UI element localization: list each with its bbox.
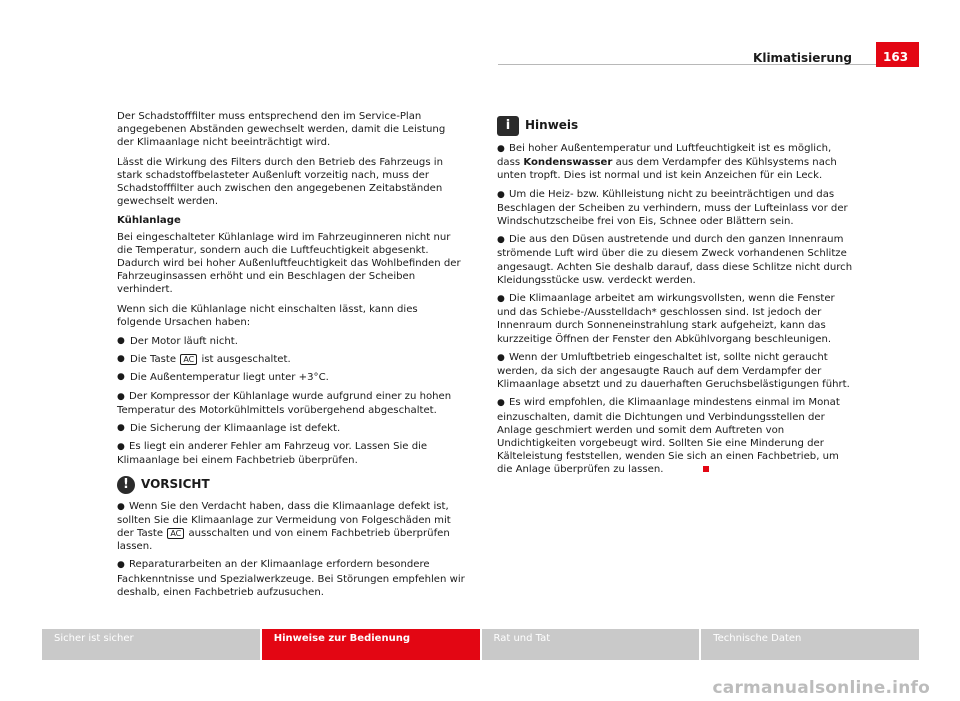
note-title: Hinweis (525, 118, 579, 133)
bullet-icon: ● (117, 336, 125, 347)
bullet-icon: ● (117, 354, 125, 365)
list-item: ● Die aus den Düsen austretende und durch den ganzen Innenraum strömende Luft wird über die zu diesem Zweck vorhandenen Schlitze angesaugt. Achten Sie deshalb darauf, dass diese Schlitze nicht durch Kleidungsstücke usw. verdeckt werden. (497, 234, 853, 286)
page-number: 163 (876, 42, 919, 67)
bullet-icon: ● (117, 501, 125, 512)
bullet-icon: ● (497, 144, 505, 154)
tab-rat-und-tat[interactable]: Rat und Tat (482, 629, 700, 660)
info-icon: i (497, 116, 519, 136)
list-item: ● Es wird empfohlen, die Klimaanlage mindestens einmal im Monat einzuschalten, damit die Dichtungen und Verbindungsstellen der Anlage geschmiert werden und somit dem Auftreten von Undichtigkeiten vorgebeugt wird. Sollten Sie eine Minderung der Kälteleistung feststellen, wenden Sie sich an einen Fachbetrieb, um die Anlage überprüfen zu lassen. (497, 397, 840, 476)
list-item: ● Die Taste AC ist ausgeschaltet. (117, 354, 291, 366)
list-item: ● Es liegt ein anderer Fehler am Fahrzeug vor. Lassen Sie die Klimaanlage bei einem Fachbetrieb überprüfen. (117, 441, 428, 467)
warning-icon: ! (117, 476, 135, 494)
bullet-icon: ● (497, 398, 505, 409)
caution-title: VORSICHT (141, 477, 210, 492)
list-item: ● Wenn der Umluftbetrieb eingeschaltet ist, sollte nicht geraucht werden, da sich der angesaugte Rauch auf dem Verdampfer der Klimaanlage absetzt und zu dauerhaften Geruchsbelästigungen führt. (497, 351, 850, 391)
note-header (497, 116, 857, 136)
list-item: ● Um die Heiz- bzw. Kühlleistung nicht zu beeinträchtigen und das Beschlagen der Scheiben zu verhindern, muss der Lufteinlass vor der Windschutzscheibe frei von Eis, Schnee oder Blättern sein. (497, 188, 848, 228)
footer-nav (42, 629, 919, 660)
list-item: ● Bei hoher Außentemperatur und Luftfeuchtigkeit ist es möglich, dass Kondenswasser aus dem Verdampfer des Kühlsystems nach unten tropft. Dies ist normal und ist kein Anzeichen für ein Leck. (497, 143, 837, 182)
bullet-icon: ● (117, 423, 125, 434)
chapter-title: Klimatisierung (753, 51, 852, 65)
paragraph: Bei eingeschalteter Kühlanlage wird im Fahrzeuginneren nicht nur die Temperatur, sondern auch die Luftfeuchtigkeit abgesenkt. Dadurch wird bei hoher Außenluftfeuchtigkeit das Wohlbefinden der Fahrzeuginsassen erhöht und ein Beschlagen der Scheiben verhindert. (117, 231, 461, 296)
list-item: ● Der Motor läuft nicht. (117, 336, 238, 348)
watermark: carmanualsonline.info (712, 678, 930, 698)
list-item: ● Reparaturarbeiten an der Klimaanlage erfordern besondere Fachkenntnisse und Spezialwerkzeuge. Bei Störungen empfehlen wir deshalb, einen Fachbetrieb aufzusuchen. (117, 559, 465, 598)
section-heading: Kühlanlage (117, 215, 181, 227)
bullet-icon: ● (497, 189, 505, 200)
ac-key-icon: AC (167, 528, 184, 539)
tab-hinweise-zur-bedienung[interactable]: Hinweise zur Bedienung (262, 629, 480, 660)
bullet-icon: ● (117, 391, 125, 402)
bullet-icon: ● (497, 235, 505, 246)
paragraph: Wenn sich die Kühlanlage nicht einschalten lässt, kann dies folgende Ursachen haben: (117, 303, 418, 328)
ac-key-icon: AC (180, 354, 197, 365)
end-of-section-icon (703, 466, 709, 472)
tab-technische-daten[interactable]: Technische Daten (701, 629, 919, 660)
bullet-icon: ● (117, 372, 125, 383)
bullet-icon: ● (497, 352, 505, 363)
bullet-icon: ● (497, 294, 505, 305)
right-column (497, 116, 857, 482)
caution-header (117, 476, 465, 494)
list-item: ● Die Außentemperatur liegt unter +3°C. (117, 372, 329, 384)
bullet-icon: ● (117, 560, 125, 571)
list-item: ● Der Kompressor der Kühlanlage wurde aufgrund einer zu hohen Temperatur des Motorkühlmittels vorübergehend abgeschaltet. (117, 390, 452, 416)
list-item: ● Die Klimaanlage arbeitet am wirkungsvollsten, wenn die Fenster und das Schiebe-/Ausstelldach* geschlossen sind. Ist jedoch der Innenraum durch Sonneneinstrahlung stark aufgeheizt, kann das kurzzeitige Öffnen der Fenster den Abkühlvorgang beschleunigen. (497, 293, 835, 345)
tab-sicher-ist-sicher[interactable]: Sicher ist sicher (42, 629, 260, 660)
paragraph: Lässt die Wirkung des Filters durch den Betrieb des Fahrzeugs in stark schadstoffbelasteter Außenluft vorzeitig nach, muss der Schadstofffilter auch zwischen den angegebenen Zeitabständen gewechselt werden. (117, 156, 443, 208)
list-item: ● Wenn Sie den Verdacht haben, dass die Klimaanlage defekt ist, sollten Sie die Klimaanlage zur Vermeidung von Folgeschäden mit der Taste AC ausschalten und von einem Fachbetrieb überprüfen lassen. (117, 500, 451, 553)
paragraph: Der Schadstofffilter muss entsprechend den im Service-Plan angegebenen Abständen gewechselt werden, damit die Leistung der Klimaanlage nicht beeinträchtigt wird. (117, 111, 446, 149)
left-column (117, 110, 465, 604)
list-item: ● Die Sicherung der Klimaanlage ist defekt. (117, 423, 341, 435)
bullet-icon: ● (117, 442, 125, 453)
